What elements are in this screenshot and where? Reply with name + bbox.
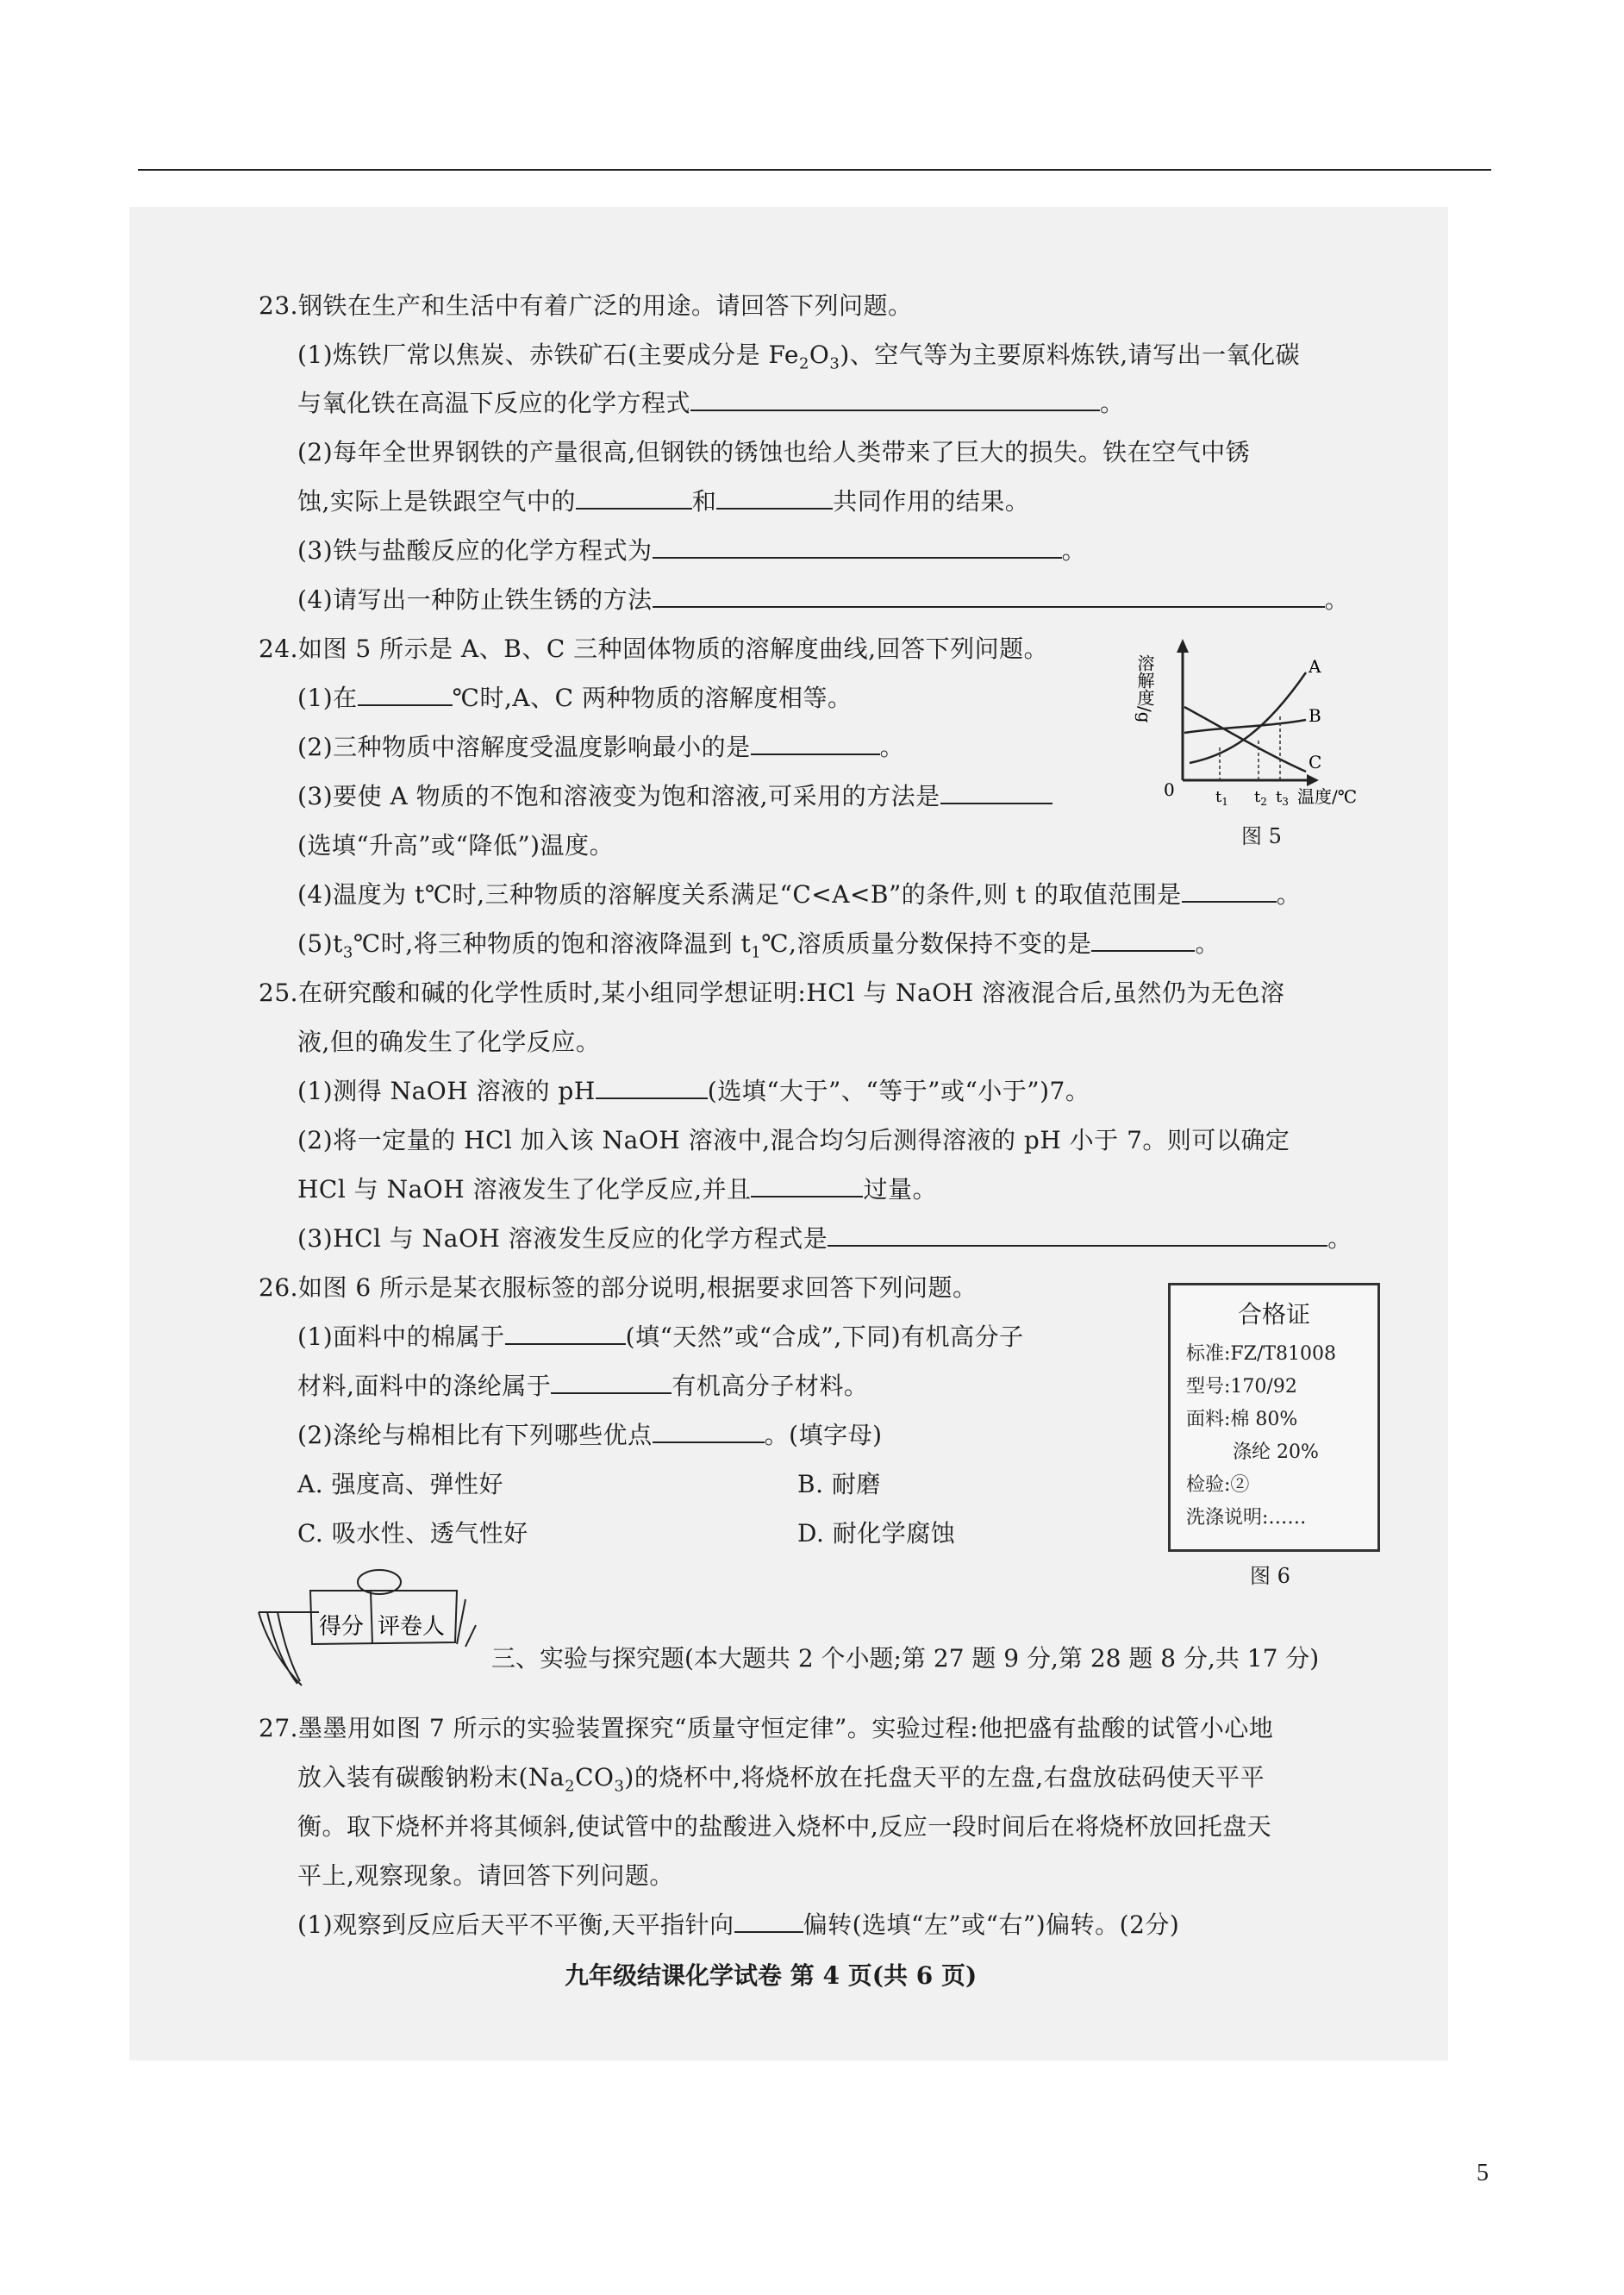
- tick-t1: $t_1$: [1215, 788, 1228, 808]
- page-number: 5: [1477, 2160, 1489, 2186]
- q25-title-line2: 液,但的确发生了化学反应。: [297, 1028, 601, 1056]
- q23-part2: (2)每年全世界钢铁的产量很高,但钢铁的锈蚀也给人类带来了巨大的损失。铁在空气中锈: [297, 438, 1251, 466]
- q23-part4: (4)请写出一种防止铁生锈的方法 。: [297, 585, 1350, 614]
- label-fabric: 面料:棉 80%: [1186, 1409, 1298, 1430]
- q27-line4: 平上,观察现象。请回答下列问题。: [297, 1861, 674, 1890]
- fig6-caption: 图 6: [1250, 1564, 1290, 1588]
- q26-title: 26.如图 6 所示是某衣服标签的部分说明,根据要求回答下列问题。: [259, 1273, 978, 1302]
- q25-part2: (2)将一定量的 HCl 加入该 NaOH 溶液中,混合均匀后测得溶液的 pH 小于 7。则可以确定: [297, 1126, 1290, 1154]
- page-footer: 九年级结课化学试卷 第 4 页(共 6 页): [565, 1961, 978, 1990]
- q27-line1: 27.墨墨用如图 7 所示的实验装置探究“质量守恒定律”。实验过程:他把盛有盐酸的试管小心地: [259, 1714, 1274, 1742]
- grader-label: 评卷人: [378, 1614, 446, 1640]
- q24-part3-line2: (选填“升高”或“降低”)温度。: [297, 831, 615, 860]
- answer-blank[interactable]: [734, 1910, 803, 1933]
- tick-t3: $t_3$: [1276, 788, 1289, 808]
- q27-part1: (1)观察到反应后天平不平衡,天平指针向 偏转(选填“左”或“右”)偏转。(2分): [297, 1910, 1180, 1939]
- score-label: 得分: [319, 1614, 365, 1640]
- q26-option-c[interactable]: C. 吸水性、透气性好: [297, 1519, 528, 1548]
- top-rule: [138, 169, 1491, 171]
- answer-blank[interactable]: [690, 389, 1100, 411]
- fig5-ylabel: 溶解度/g: [1134, 654, 1155, 723]
- answer-blank[interactable]: [751, 733, 880, 755]
- q23-part1: (1)炼铁厂常以焦炭、赤铁矿石(主要成分是 $Fe_2O_3$)、空气等为主要原料炼铁,请写出一氧化碳: [297, 341, 1301, 373]
- q27-line3: 衡。取下烧杯并将其倾斜,使试管中的盐酸进入烧杯中,反应一段时间后在将烧杯放回托盘天: [297, 1812, 1272, 1841]
- q24-part1: (1)在 ℃时,A、C 两种物质的溶解度相等。: [297, 684, 853, 712]
- q23-title: 23.钢铁在生产和生活中有着广泛的用途。请回答下列问题。: [259, 291, 913, 320]
- curve-label-c: C: [1309, 752, 1322, 772]
- q25-title: 25.在研究酸和碱的化学性质时,某小组同学想证明:HCl 与 NaOH 溶液混合后,虽然仍为无色溶: [259, 979, 1285, 1007]
- answer-blank[interactable]: [576, 487, 692, 510]
- tick-t2: $t_2$: [1254, 788, 1267, 808]
- q26-option-a[interactable]: A. 强度高、弹性好: [297, 1470, 504, 1498]
- q26-option-b[interactable]: B. 耐磨: [797, 1470, 881, 1498]
- answer-blank[interactable]: [596, 1077, 708, 1099]
- q26-option-d[interactable]: D. 耐化学腐蚀: [797, 1519, 956, 1548]
- grader-hand-sketch: [259, 1612, 319, 1685]
- score-box-figure: [250, 1565, 491, 1694]
- curve-label-b: B: [1309, 705, 1321, 726]
- answer-blank[interactable]: [1091, 929, 1195, 952]
- q23-part1-line2: 与氧化铁在高温下反应的化学方程式 。: [297, 389, 1125, 417]
- clothing-label: [1168, 1283, 1380, 1552]
- curve-b: [1184, 720, 1306, 733]
- label-inspection: 检验:②: [1186, 1474, 1250, 1496]
- q27-line2: 放入装有碳酸钠粉末$(Na_2CO_3)$的烧杯中,将烧杯放在托盘天平的左盘,右盘放砝码使天平平: [297, 1763, 1265, 1796]
- answer-blank[interactable]: [1182, 880, 1277, 903]
- q26-part1-line2: 材料,面料中的涤纶属于 有机高分子材料。: [297, 1372, 869, 1400]
- label-title: 合格证: [1237, 1300, 1310, 1329]
- answer-blank[interactable]: [751, 1175, 863, 1198]
- q24-part5: $(5)t_3℃$时,将三种物质的饱和溶液降温到 $t_1℃$,溶质质量分数保持不变的是 。: [297, 929, 1220, 962]
- q24-part2: (2)三种物质中溶解度受温度影响最小的是 。: [297, 733, 905, 761]
- answer-blank[interactable]: [653, 1421, 765, 1443]
- q26-part2: (2)涤纶与棉相比有下列哪些优点 。(填字母): [297, 1421, 883, 1449]
- label-washing: 洗涤说明:……: [1186, 1507, 1307, 1529]
- label-standard: 标准:FZ/T81008: [1186, 1343, 1337, 1365]
- label-polyester: 涤纶 20%: [1233, 1441, 1319, 1463]
- answer-blank[interactable]: [653, 585, 1325, 608]
- answer-blank[interactable]: [716, 487, 833, 510]
- q25-part3: (3)HCl 与 NaOH 溶液发生反应的化学方程式是 。: [297, 1224, 1352, 1253]
- x-axis-arrow-icon: [1307, 774, 1319, 786]
- fig5-xlabel: 温度/℃: [1297, 786, 1358, 807]
- y-axis-arrow-icon: [1177, 639, 1189, 653]
- score-table-divider: [371, 1591, 372, 1644]
- curve-label-a: A: [1309, 656, 1321, 677]
- curve-a: [1190, 672, 1306, 763]
- answer-blank[interactable]: [828, 1224, 1327, 1247]
- q25-part1: (1)测得 NaOH 溶液的 pH (选填“大于”、“等于”或“小于”)7。: [297, 1077, 1090, 1105]
- solubility-curve-figure: [1134, 634, 1396, 845]
- q26-part1: (1)面料中的棉属于 (填“天然”或“合成”,下同)有机高分子: [297, 1323, 1024, 1351]
- fig5-origin: 0: [1164, 779, 1175, 800]
- q25-part2-line2: HCl 与 NaOH 溶液发生了化学反应,并且 过量。: [297, 1175, 937, 1204]
- q23-part3: (3)铁与盐酸反应的化学方程式为 。: [297, 536, 1087, 565]
- answer-blank[interactable]: [940, 782, 1052, 804]
- label-model: 型号:170/92: [1186, 1376, 1297, 1398]
- answer-blank[interactable]: [505, 1323, 626, 1345]
- q24-part3: (3)要使 A 物质的不饱和溶液变为饱和溶液,可采用的方法是: [297, 782, 1052, 811]
- q24-part4: (4)温度为 t℃时,三种物质的溶解度关系满足“C<A<B”的条件,则 t 的取值范围是 。: [297, 880, 1302, 909]
- fig5-caption: 图 5: [1241, 824, 1282, 848]
- answer-blank[interactable]: [358, 684, 453, 706]
- q24-title: 24.如图 5 所示是 A、B、C 三种固体物质的溶解度曲线,回答下列问题。: [259, 635, 1049, 663]
- q23-part2-line2: 蚀,实际上是铁跟空气中的 和 共同作用的结果。: [297, 487, 1030, 516]
- section-3-title: 三、实验与探究题(本大题共 2 个小题;第 27 题 9 分,第 28 题 8 分,共 17 分): [491, 1644, 1320, 1673]
- answer-blank[interactable]: [653, 536, 1062, 559]
- answer-blank[interactable]: [551, 1372, 671, 1394]
